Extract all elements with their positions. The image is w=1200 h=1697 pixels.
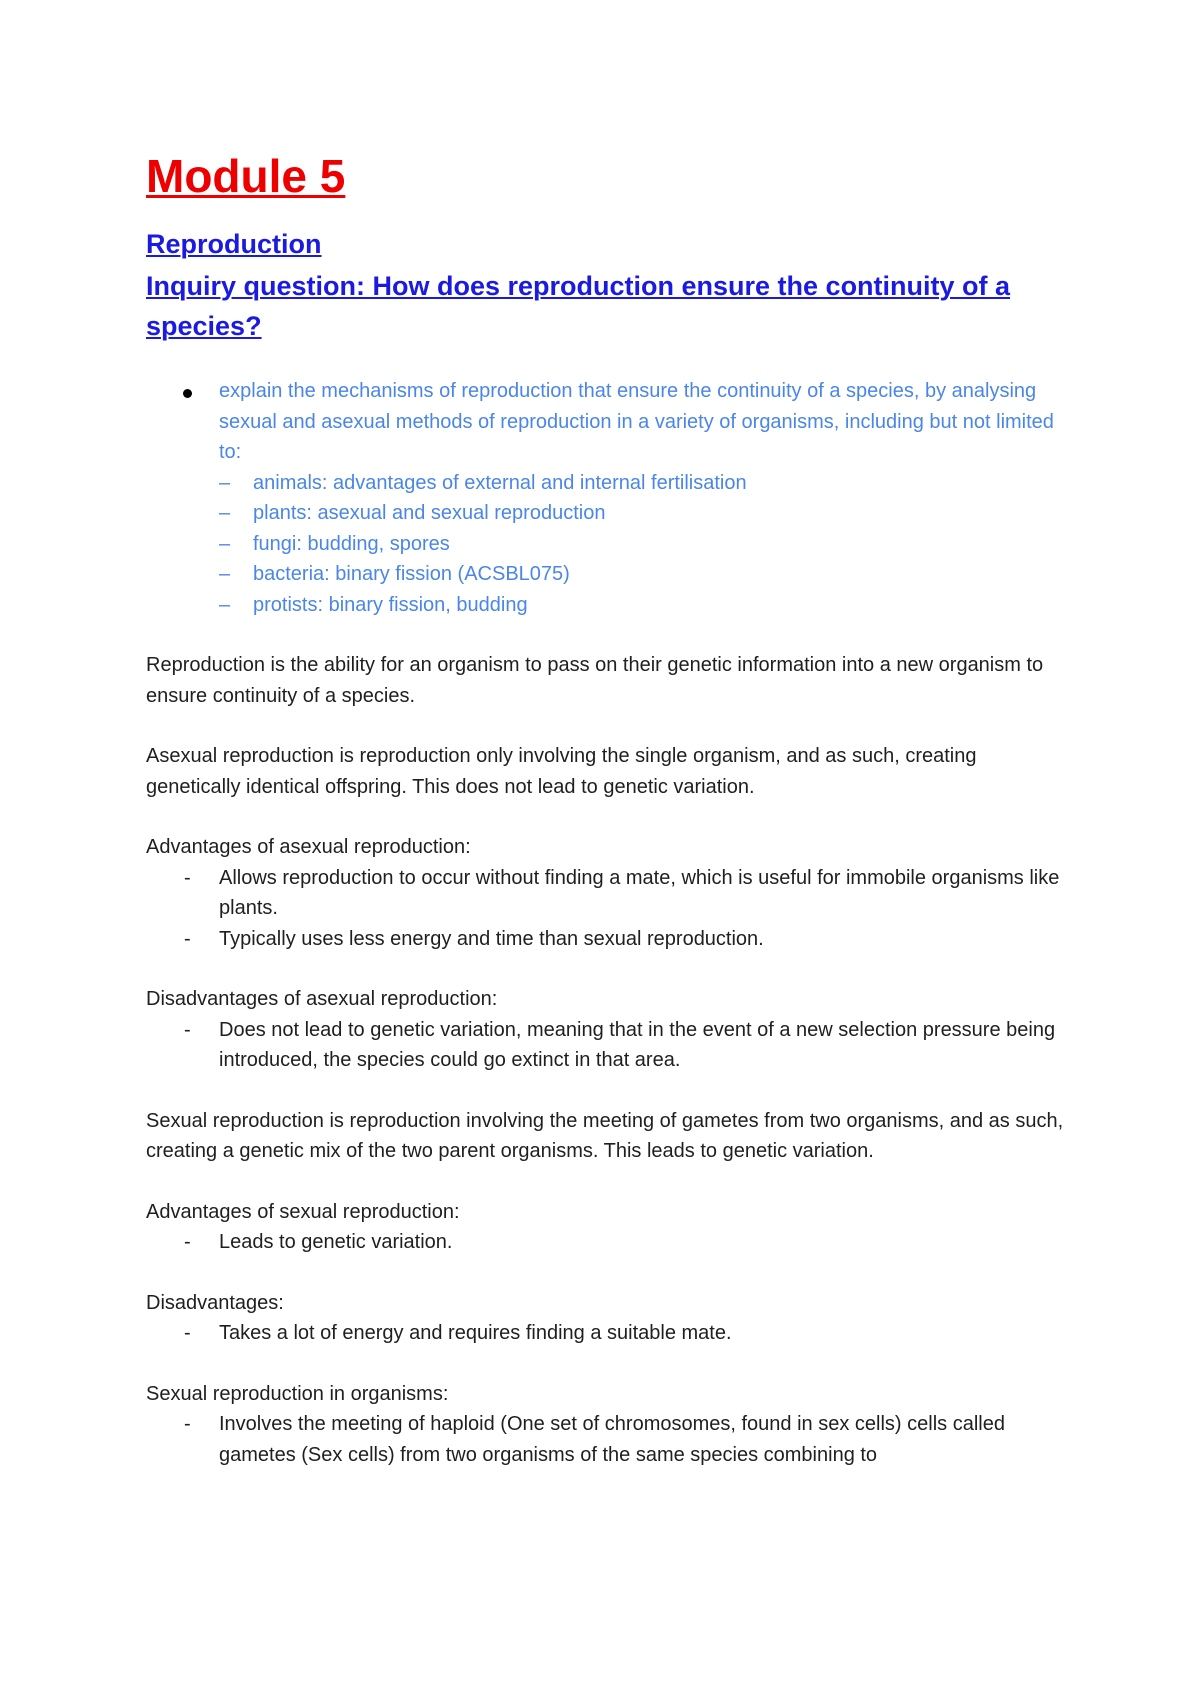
sexual-organisms-list	[146, 1409, 1076, 1470]
heading-disadvantages-sexual: Disadvantages:	[146, 1291, 284, 1314]
dash-icon: -	[184, 1413, 191, 1435]
outcome-item: – animals: advantages of external and internal fertilisation	[219, 468, 1076, 499]
list-item: - Takes a lot of energy and requires finding a suitable mate.	[146, 1318, 1076, 1349]
outcome-item: – plants: asexual and sexual reproduction	[219, 498, 1076, 529]
dash-icon: –	[219, 593, 231, 616]
inquiry-question: Inquiry question: How does reproduction ensure the continuity of a species?	[146, 271, 1011, 341]
dash-icon: -	[184, 1018, 191, 1041]
paragraph-asexual-definition: Asexual reproduction is reproduction only involving the single organism, and as such, creating genetically identical offspring. This does not lead to genetic variation.	[146, 745, 977, 798]
outcome-item: – protists: binary fission, budding	[219, 590, 1076, 621]
list-item: - Allows reproduction to occur without finding a mate, which is useful for immobile organisms like plants.	[146, 863, 1076, 924]
dash-icon: -	[184, 866, 191, 889]
list-item: - Leads to genetic variation.	[146, 1227, 1076, 1258]
section-title: Reproduction	[146, 229, 322, 259]
module-title: Module 5	[146, 150, 346, 202]
dash-icon: –	[219, 532, 231, 555]
advantages-sexual-list	[146, 1227, 1076, 1258]
disadvantages-sexual-list	[146, 1318, 1076, 1349]
outcome-item: – bacteria: binary fission (ACSBL075)	[219, 559, 1076, 590]
list-item: - Does not lead to genetic variation, meaning that in the event of a new selection pressure being introduced, the species could go extinct in that area.	[146, 1015, 1076, 1076]
syllabus-outcome	[146, 376, 1076, 620]
heading-advantages-sexual: Advantages of sexual reproduction:	[146, 1200, 460, 1223]
heading-sexual-in-organisms: Sexual reproduction in organisms:	[146, 1382, 449, 1405]
outcome-item: – fungi: budding, spores	[219, 529, 1076, 560]
outcome-text: explain the mechanisms of reproduction that ensure the continuity of a species, by analysing sexual and asexual methods of reproduction in a variety of organisms, including but not limited to:	[219, 380, 1054, 463]
paragraph-reproduction-definition: Reproduction is the ability for an organism to pass on their genetic information into a new organism to ensure continuity of a species.	[146, 654, 1044, 707]
dash-icon: –	[219, 563, 231, 585]
heading-advantages-asexual: Advantages of asexual reproduction:	[146, 836, 471, 858]
heading-disadvantages-asexual: Disadvantages of asexual reproduction:	[146, 988, 498, 1010]
list-item: - Typically uses less energy and time than sexual reproduction.	[146, 924, 1076, 955]
advantages-asexual-list	[146, 863, 1076, 955]
bullet-icon	[183, 389, 192, 398]
list-item: - Involves the meeting of haploid (One set of chromosomes, found in sex cells) cells called gametes (Sex cells) from two organisms of the same species combining to	[146, 1409, 1076, 1470]
dash-icon: –	[219, 471, 231, 494]
dash-icon: -	[184, 1231, 191, 1253]
outcome-sublist	[219, 468, 1076, 621]
paragraph-sexual-definition: Sexual reproduction is reproduction involving the meeting of gametes from two organisms, and as such, creating a genetic mix of the two parent organisms. This leads to genetic variation.	[146, 1109, 1064, 1162]
document-content	[146, 146, 1076, 1470]
dash-icon: –	[219, 502, 231, 524]
dash-icon: -	[184, 1322, 191, 1344]
dash-icon: -	[184, 927, 191, 950]
disadvantages-asexual-list	[146, 1015, 1076, 1076]
